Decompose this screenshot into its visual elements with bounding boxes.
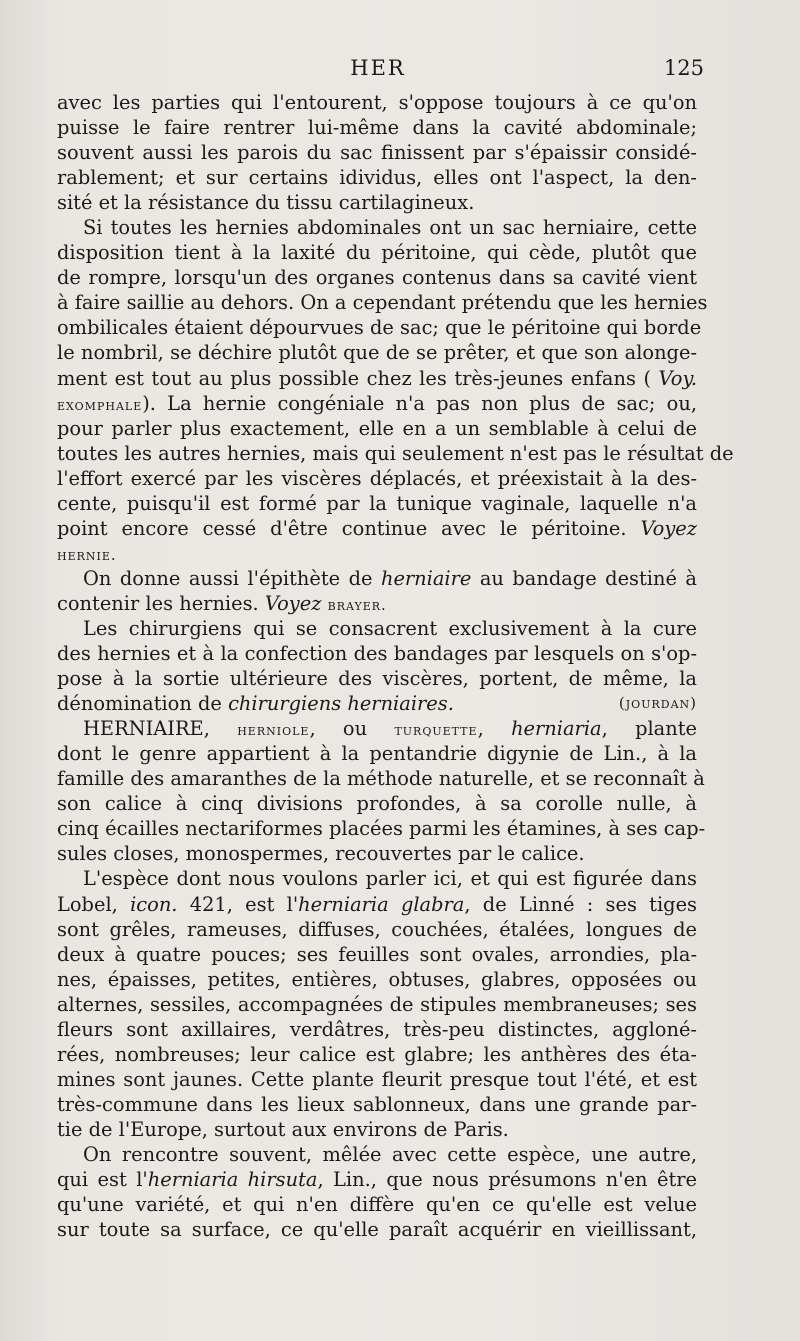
text-segment: très-commune dans les lieux sablonneux, dans une grande par-: [57, 1092, 697, 1116]
text-segment: On rencontre souvent, mêlée avec cette espèce, une autre,: [83, 1142, 697, 1166]
text-line: [57, 190, 697, 215]
small-caps-text: exomphale: [57, 395, 143, 414]
text-line: [57, 741, 697, 766]
text-line: [57, 666, 697, 691]
text-segment: ,: [477, 717, 512, 741]
text-segment: des hernies et à la confection des bandages par lesquels on s'op-: [57, 642, 697, 666]
text-line: [57, 791, 697, 816]
text-segment: pose à la sortie ultérieure des viscères, portent, de même, la: [57, 667, 697, 691]
text-segment: puisse le faire rentrer lui-même dans la cavité abdominale;: [57, 116, 697, 140]
text-segment: fleurs sont axillaires, verdâtres, très-peu distinctes, aggloné-: [57, 1017, 697, 1041]
text-segment: cente, puisqu'il est formé par la tunique vaginale, laquelle n'a: [57, 491, 697, 515]
text-segment: point encore cessé d'être continue avec le péritoine.: [57, 516, 641, 540]
text-segment: mines sont jaunes. Cette plante fleurit presque tout l'été, et est: [57, 1067, 697, 1091]
text-line: [57, 917, 697, 942]
text-segment: , de Linné : ses tiges: [464, 892, 697, 916]
italic-text: herniaria glabra: [298, 892, 465, 916]
italic-text: chirurgiens herniaires.: [228, 692, 454, 716]
text-line: [57, 90, 697, 115]
text-line: [57, 1167, 697, 1192]
text-segment: sité et la résistance du tissu cartilagineux.: [57, 191, 475, 215]
running-title: HER: [350, 56, 406, 80]
text-line: [57, 716, 697, 741]
text-segment: , plante: [601, 717, 698, 741]
text-line: [57, 591, 697, 616]
text-segment: qui est l': [57, 1168, 148, 1192]
text-segment: , ou: [309, 717, 395, 741]
page-header: [58, 56, 704, 88]
text-segment: sont grêles, rameuses, diffuses, couchées, étalées, longues de: [57, 917, 697, 941]
page-number: 125: [663, 56, 704, 80]
text-line: [57, 1217, 697, 1242]
text-line: [57, 466, 697, 491]
text-line: [57, 641, 697, 666]
italic-text: herniaire: [380, 566, 472, 590]
text-line: [57, 1017, 697, 1042]
text-line: [57, 290, 708, 315]
text-segment: son calice à cinq divisions profondes, à sa corolle nulle, à: [57, 792, 697, 816]
text-segment: le nombril, se déchire plutôt que de se prêter, et que son alonge-: [57, 341, 697, 365]
italic-text: icon.: [130, 892, 178, 916]
text-line: [57, 691, 697, 716]
text-segment: qu'une variété, et qui n'en diffère qu'en ce qu'elle est velue: [57, 1193, 697, 1217]
text-segment: toutes les autres hernies, mais qui seulement n'est pas le résultat de: [57, 441, 734, 465]
text-segment: rablement; et sur certains idividus, elles ont l'aspect, la den-: [57, 166, 697, 190]
text-segment: de rompre, lorsqu'un des organes contenus dans sa cavité vient: [57, 266, 697, 290]
text-line: [57, 1142, 697, 1167]
text-segment: ment est tout au plus possible chez les très-jeunes enfans (: [57, 366, 659, 390]
text-line: [57, 616, 697, 641]
text-line: [57, 416, 697, 441]
text-line: [57, 1117, 697, 1142]
text-line: [57, 215, 697, 240]
text-line: [57, 165, 697, 190]
text-line: [57, 892, 697, 917]
text-line: [57, 516, 697, 541]
text-line: [57, 992, 697, 1017]
small-caps-text: herniole: [237, 721, 310, 740]
text-line: [57, 967, 697, 992]
text-segment: disposition tient à la laxité du péritoine, qui cède, plutôt que: [57, 241, 697, 265]
text-segment: L'espèce dont nous voulons parler ici, et qui est figurée dans: [83, 867, 697, 891]
text-line: [57, 566, 697, 591]
small-caps-text: brayer.: [327, 595, 387, 614]
text-line: [57, 240, 697, 265]
text-line: [57, 441, 734, 466]
text-segment: cinq écailles nectariformes placées parmi les étamines, à ses cap-: [57, 817, 706, 841]
text-segment: alternes, sessiles, accompagnées de stipules membraneuses; ses: [57, 992, 697, 1016]
small-caps-text: hernie.: [57, 545, 117, 564]
text-line: [57, 1042, 697, 1067]
text-segment: pour parler plus exactement, elle en a un semblable à celui de: [57, 416, 697, 440]
text-segment: sules closes, monospermes, recouvertes par le calice.: [57, 842, 585, 866]
text-segment: contenir les hernies.: [57, 591, 265, 615]
text-segment: avec les parties qui l'entourent, s'oppose toujours à ce qu'on: [57, 91, 697, 114]
text-line: [57, 340, 697, 365]
text-segment: Les chirurgiens qui se consacrent exclusivement à la cure: [83, 616, 697, 640]
text-segment: sur toute sa surface, ce qu'elle paraît acquérir en vieillissant,: [57, 1218, 697, 1242]
text-segment: au bandage destiné à: [471, 566, 697, 590]
text-line: [57, 491, 697, 516]
text-segment: Lobel,: [57, 892, 131, 916]
text-segment: l'effort exercé par les viscères déplacés, et préexistait à la des-: [57, 466, 697, 490]
small-caps-text: turquette: [394, 721, 478, 740]
text-segment: Si toutes les hernies abdominales ont un sac herniaire, cette: [83, 216, 697, 240]
text-line: [57, 866, 697, 891]
text-segment: ). La hernie congéniale n'a pas non plus de sac; ou,: [142, 391, 697, 415]
text-line: [57, 140, 697, 165]
text-segment: famille des amaranthes de la méthode naturelle, et se reconnaît à: [57, 767, 705, 791]
text-line: [57, 766, 705, 791]
text-line: [57, 1067, 697, 1092]
text-line: [57, 115, 697, 140]
text-line: [57, 841, 697, 866]
text-segment: , Lin., que nous présumons n'en être: [317, 1168, 697, 1192]
text-segment: On donne aussi l'épithète de: [83, 566, 381, 590]
text-line: [57, 1192, 697, 1217]
text-segment: dénomination de: [57, 692, 229, 716]
italic-text: Voyez: [264, 591, 322, 615]
text-line: [57, 816, 706, 841]
text-segment: souvent aussi les parois du sac finissent par s'épaissir considé-: [57, 141, 697, 165]
text-segment: nes, épaisses, petites, entières, obtuses, glabres, opposées ou: [57, 967, 697, 991]
text-line: [57, 366, 697, 391]
text-line: [57, 391, 697, 416]
italic-text: Voyez: [640, 516, 697, 540]
text-line: [57, 1092, 697, 1117]
text-segment: dont le genre appartient à la pentandrie digynie de Lin., à la: [57, 742, 697, 766]
text-line: [57, 541, 697, 566]
body-text: [57, 90, 734, 1242]
author-signature: (jourdan): [618, 694, 697, 713]
text-segment: 421, est l': [177, 892, 299, 916]
text-segment: à faire saillie au dehors. On a cependant prétendu que les hernies: [57, 291, 708, 315]
text-segment: HERNIAIRE,: [83, 717, 238, 741]
text-line: [57, 942, 697, 967]
text-segment: rées, nombreuses; leur calice est glabre; les anthères des éta-: [57, 1042, 697, 1066]
text-line: [57, 265, 697, 290]
text-segment: tie de l'Europe, surtout aux environs de Paris.: [57, 1117, 509, 1141]
text-segment: deux à quatre pouces; ses feuilles sont ovales, arrondies, pla-: [57, 942, 697, 966]
italic-text: herniaria: [511, 717, 602, 741]
italic-text: herniaria hirsuta: [147, 1168, 318, 1192]
text-segment: ombilicales étaient dépourvues de sac; que le péritoine qui borde: [57, 316, 702, 340]
italic-text: Voy.: [658, 366, 697, 390]
text-line: [57, 315, 702, 340]
